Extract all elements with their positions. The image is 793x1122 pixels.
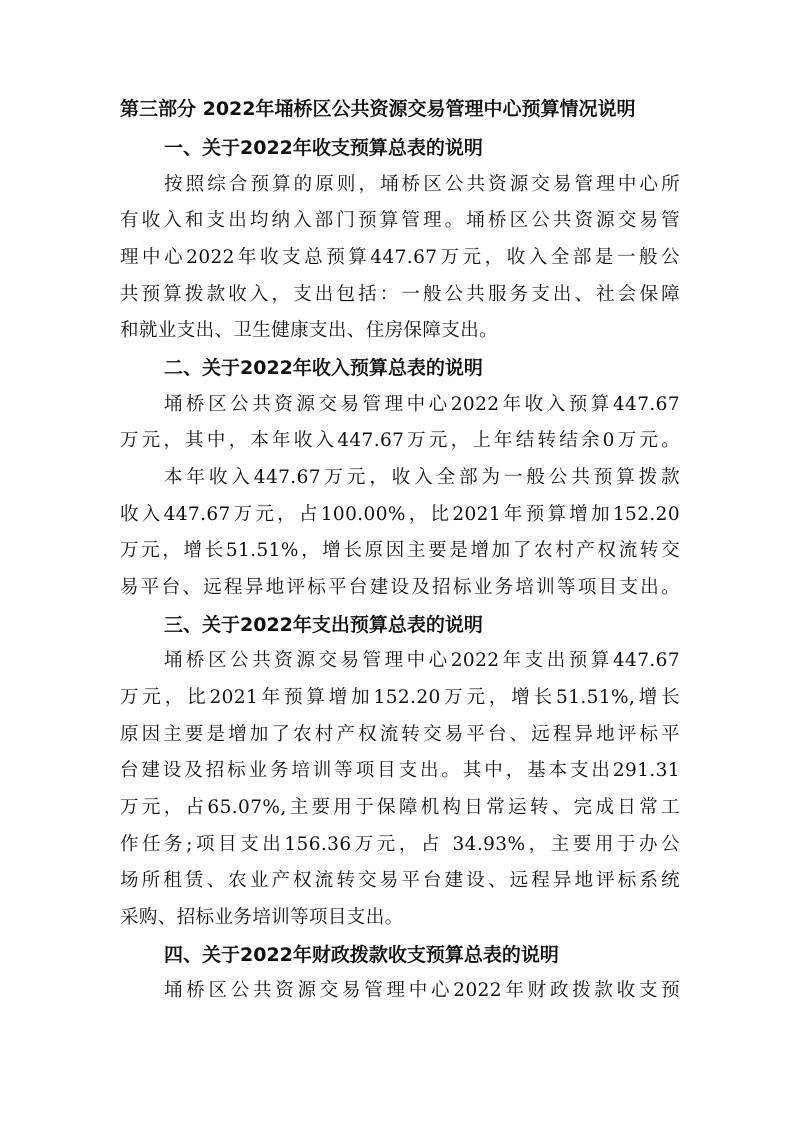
paragraph-line: 台建设及招标业务培训等项目支出。其中，基本支出291.31 [120, 760, 680, 781]
paragraph-line: 万元，比2021年预算增加152.20万元，增长51.51%,增长 [120, 687, 680, 708]
section-heading-4: 四、关于2022年财政拨款收支预算总表的说明 [164, 944, 559, 966]
paragraph-line: 按照综合预算的原则，埇桥区公共资源交易管理中心所 [164, 174, 680, 195]
section-heading-2: 二、关于2022年收入预算总表的说明 [164, 357, 483, 379]
paragraph-line: 万元，其中，本年收入447.67万元，上年结转结余0万元。 [120, 430, 680, 451]
paragraph-line: 收入447.67万元，占100.00%，比2021年预算增加152.20 [120, 504, 680, 525]
section-heading-1: 一、关于2022年收支预算总表的说明 [164, 137, 483, 159]
paragraph-line: 埇桥区公共资源交易管理中心2022年收入预算447.67 [164, 394, 680, 415]
section-heading-3: 三、关于2022年支出预算总表的说明 [164, 614, 483, 636]
paragraph-line: 作任务;项目支出156.36万元，占 34.93%，主要用于办公 [120, 834, 680, 855]
paragraph-line: 万元，占65.07%,主要用于保障机构日常运转、完成日常工 [120, 797, 680, 818]
paragraph-line: 万元，增长51.51%，增长原因主要是增加了农村产权流转交 [120, 540, 680, 561]
paragraph-line: 本年收入447.67万元，收入全部为一般公共预算拨款 [164, 467, 680, 488]
paragraph-line: 有收入和支出均纳入部门预算管理。埇桥区公共资源交易管 [120, 210, 680, 231]
paragraph-line: 共预算拨款收入，支出包括：一般公共服务支出、社会保障 [120, 284, 680, 305]
paragraph-line: 和就业支出、卫生健康支出、住房保障支出。 [120, 320, 499, 341]
paragraph-line: 埇桥区公共资源交易管理中心2022年支出预算447.67 [164, 650, 680, 671]
document-title: 第三部分 2022年埇桥区公共资源交易管理中心预算情况说明 [120, 98, 636, 120]
paragraph-line: 埇桥区公共资源交易管理中心2022年财政拨款收支预 [164, 980, 680, 1001]
paragraph-line: 理中心2022年收支总预算447.67万元，收入全部是一般公 [120, 247, 680, 268]
paragraph-line: 采购、招标业务培训等项目支出。 [120, 907, 404, 928]
paragraph-line: 原因主要是增加了农村产权流转交易平台、远程异地评标平 [120, 724, 680, 745]
paragraph-line: 场所租赁、农业产权流转交易平台建设、远程异地评标系统 [120, 870, 680, 891]
paragraph-line: 易平台、远程异地评标平台建设及招标业务培训等项目支出。 [120, 577, 680, 598]
